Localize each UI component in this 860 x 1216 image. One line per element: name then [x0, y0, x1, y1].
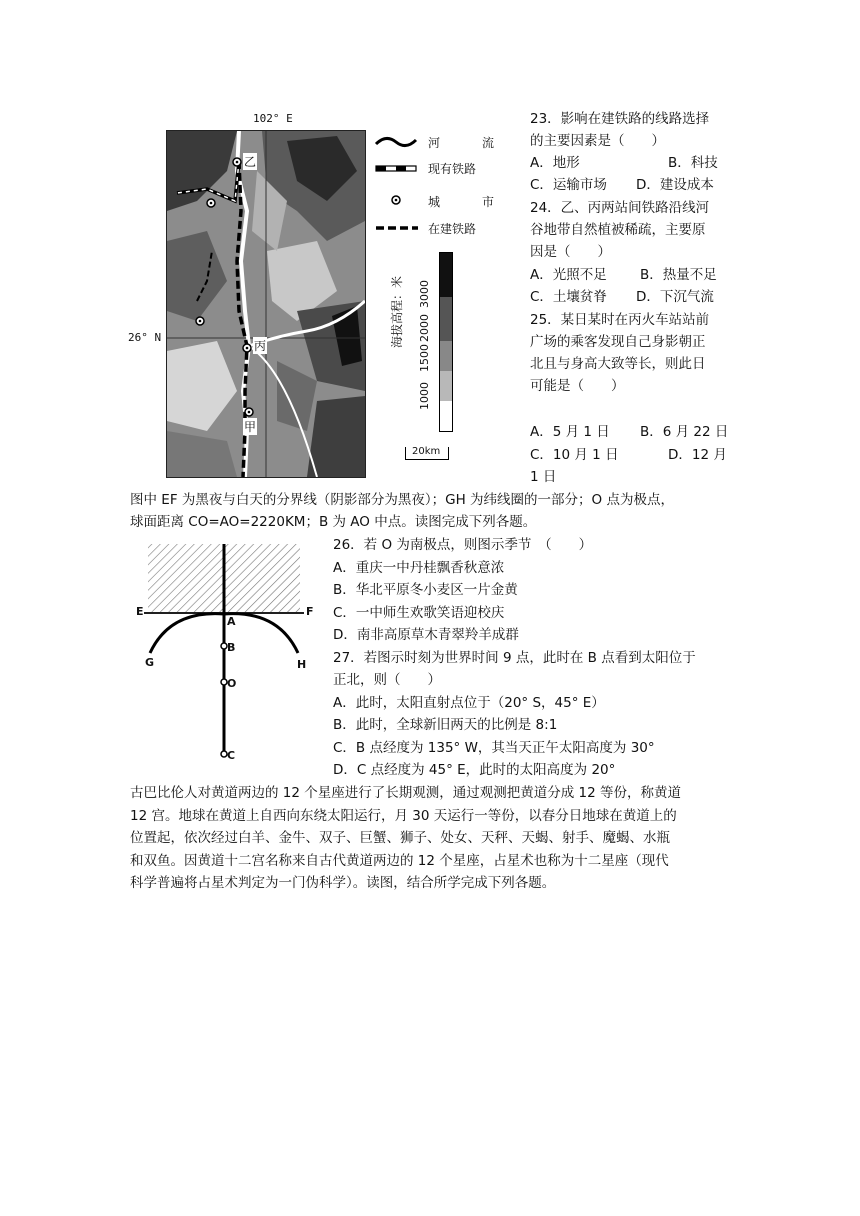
q25-stem-line3: 北且与身高大致等长，则此日 — [530, 356, 706, 372]
intro3-line4: 和双鱼。因黄道十二宫名称来自古代黄道两边的 12 个星座，占星术也称为十二星座（现代 — [130, 853, 669, 869]
q24-stem-line2: 谷地带自然植被稀疏，主要原 — [530, 222, 706, 238]
q25-option-d-cont: 1 日 — [530, 469, 557, 485]
elevation-colorbar — [439, 252, 453, 432]
city-label-bing: 丙 — [254, 339, 267, 353]
label-b: B — [227, 641, 236, 654]
label-e: E — [136, 605, 144, 618]
label-a: A — [227, 615, 236, 628]
map-legend-symbols — [374, 130, 424, 240]
q23-stem-line1: 23．影响在建铁路的线路选择 — [530, 111, 710, 127]
q25-option-c: C．10 月 1 日 — [530, 447, 619, 463]
intro3-line3: 位置起，依次经过白羊、金牛、双子、巨蟹、狮子、处女、天秤、天蝎、射手、魔蝎、水瓶 — [130, 830, 670, 846]
label-f: F — [306, 605, 314, 618]
terrain-map-svg — [167, 131, 365, 477]
elevation-tick-2000: 2000 — [418, 314, 431, 342]
q26-option-b: B．华北平原冬小麦区一片金黄 — [333, 582, 518, 598]
longitude-label: 102° E — [253, 112, 293, 125]
q27-option-d: D．C 点经度为 45° E，此时的太阳高度为 20° — [333, 762, 616, 778]
q24-option-b: B．热量不足 — [640, 267, 717, 283]
q25-option-b: B．6 月 22 日 — [640, 424, 729, 440]
q25-stem-line4: 可能是（ ） — [530, 378, 625, 394]
label-c: C — [227, 749, 236, 762]
elevation-tick-3000: 3000 — [418, 280, 431, 308]
elevation-tick-1000: 1000 — [418, 382, 431, 410]
q25-stem-line2: 广场的乘客发现自己身影朝正 — [530, 334, 706, 350]
q26-option-d: D．南非高原草木青翠羚羊成群 — [333, 627, 519, 643]
intro3-line5: 科学普遍将占星术判定为一门伪科学）。读图，结合所学完成下列各题。 — [130, 875, 556, 891]
city-label-jia: 甲 — [244, 420, 257, 434]
q24-stem-line3: 因是（ ） — [530, 244, 611, 260]
q26-option-a: A．重庆一中丹桂飘香秋意浓 — [333, 560, 505, 576]
q23-option-c: C．运输市场 — [530, 177, 607, 193]
elevation-tick-1500: 1500 — [418, 344, 431, 372]
intro3-line1: 古巴比伦人对黄道两边的 12 个星座进行了长期观测，通过观测把黄道分成 12 等份，称黄道 — [130, 785, 682, 801]
scale-label: 20km — [412, 446, 441, 457]
q26-stem: 26．若 O 为南极点，则图示季节 （ ） — [333, 537, 593, 553]
q24-stem-line1: 24．乙、丙两站间铁路沿线河 — [530, 200, 710, 216]
q27-option-c: C．B 点经度为 135° W，其当天正午太阳高度为 30° — [333, 740, 655, 756]
latitude-label: 26° N — [128, 331, 162, 344]
terrain-map — [166, 130, 366, 478]
polar-diagram — [130, 540, 322, 776]
q25-stem-line1: 25．某日某时在丙火车站站前 — [530, 312, 710, 328]
label-g: G — [145, 656, 155, 669]
q27-option-a: A．此时，太阳直射点位于（20° S，45° E） — [333, 695, 605, 711]
q25-option-a: A．5 月 1 日 — [530, 424, 610, 440]
q27-stem-line2: 正北，则（ ） — [333, 672, 441, 688]
q24-option-d: D．下沉气流 — [636, 289, 714, 305]
legend-new-rail-label: 在建铁路 — [428, 222, 477, 236]
q26-option-c: C．一中师生欢歌笑语迎校庆 — [333, 605, 505, 621]
intro2-line2: 球面距离 CO=AO=2220KM；B 为 AO 中点。读图完成下列各题。 — [130, 514, 537, 530]
q24-option-c: C．土壤贫脊 — [530, 289, 607, 305]
river-symbol — [376, 138, 416, 145]
q25-option-d: D．12 月 — [668, 447, 727, 463]
intro3-line2: 12 宫。地球在黄道上自西向东绕太阳运行，月 30 天运行一等份，以春分日地球在黄道上的 — [130, 808, 677, 824]
q23-option-d: D．建设成本 — [636, 177, 714, 193]
city-label-yi: 乙 — [244, 155, 257, 169]
q27-stem-line1: 27．若图示时刻为世界时间 9 点，此时在 B 点看到太阳位于 — [333, 650, 696, 666]
q23-option-a: A．地形 — [530, 155, 580, 171]
label-h: H — [297, 658, 307, 671]
label-o: O — [227, 677, 237, 690]
q23-option-b: B．科技 — [668, 155, 718, 171]
intro2-line1: 图中 EF 为黑夜与白天的分界线（阴影部分为黑夜）；GH 为纬线圈的一部分；O 点为极点， — [130, 492, 674, 508]
q23-stem-line2: 的主要因素是（ ） — [530, 133, 665, 149]
q27-option-b: B．此时，全球新旧两天的比例是 8:1 — [333, 717, 558, 733]
legend-city-label: 城 市 — [428, 195, 501, 209]
elevation-axis-label: 海拔高程：米 — [390, 275, 404, 348]
legend-existing-rail-label: 现有铁路 — [428, 162, 477, 176]
legend-river-label: 河 流 — [428, 136, 501, 150]
q24-option-a: A．光照不足 — [530, 267, 607, 283]
